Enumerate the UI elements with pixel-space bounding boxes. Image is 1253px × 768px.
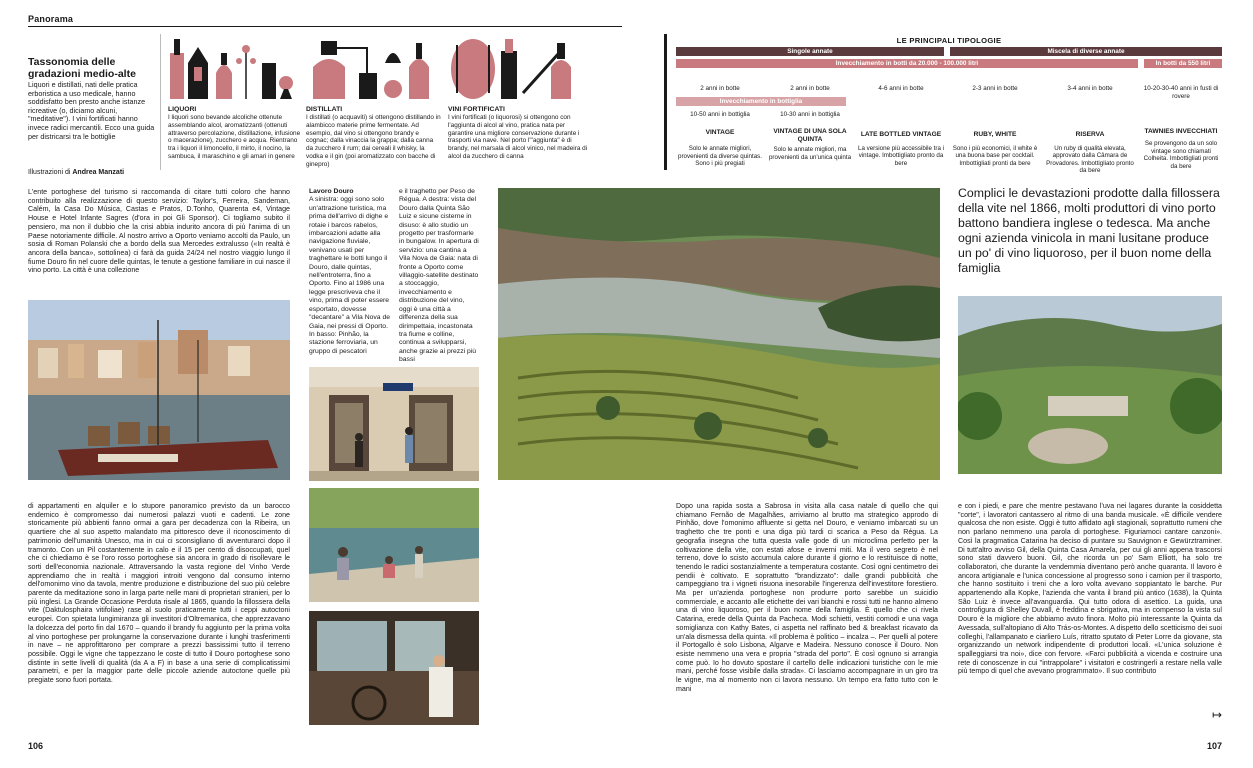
- porto-river-photo: [28, 300, 290, 480]
- intro-title: Tassonomia delle gradazioni medio-alte: [28, 56, 136, 80]
- typology-column-tawny: [1140, 85, 1222, 171]
- typology-desc: La versione più accessibile tra i vintage. Imbottigliato pronto da bere: [858, 144, 944, 167]
- illustration-label: LIQUORI: [168, 106, 197, 113]
- header-rule: [28, 26, 622, 27]
- typology-column-single-quinta: [768, 85, 852, 161]
- typology-desc: Solo le annate migliori, ma provenienti da un'unica quinta: [768, 146, 852, 161]
- article-col3: Dopo una rapida sosta a Sabrosa in visita alla casa natale di quello che qui chiamano Fernão de Magalhães, arriviamo al brutto ma strategico approdo di Pinhão, dove l'omonimo affluente si getta nel Douro, e veniamo imbarcati su un traghetto che tre ponti e una diga più tardi ci scarica a Peso da Régua. La geografia insegna che tutta questa valle gode di un microclima perfetto per la coltivazione della vite, con estati afose e inverni miti. Ma il vero segreto è nel terreno, dove lo scisto accumula calore durante il giorno e lo restituisce di notte, tenendo le radici sostanzialmente a temperatura costante. Così ogni centimetro dei pendii è coltivato. E soprattutto "brandizzato": dalle grandi pubblicità che campeggiano tra i vigneti risuona inesorabile l'ingerenza dell'investitore forestiero. Ma per un'azienda portoghese non produrre porto sarebbe un suicidio commerciale, e accanto alle etichette dei vari bianchi e rossi tutti ne hanno almeno una di vino liquoroso, per il buon nome della famiglia. È quello che ci rivela Catarina, erede della Quinta da Pacheca. Modi schietti, vestiti comodi e una vaga somiglianza con Kathy Bates, ci aspetta nel raffinato bed & breakfast ricavato da un'ala dismessa della quinta. «Il problema è politico – incalza –. Per quelli al potere il Portogallo è solo Lisbona, Algarve e Madeira. Nessuno conosce il Douro. Non esiste nemmeno una vera e propria "strada del porto". È così ognuno si arrangia come può. Io ho dovuto spostare il cartello delle indicazioni turistiche con le mie mani, perché fosse visibile dalla strada». Ci lasciamo accompagnare in un giro tra le vigne, ma al momento non ci lavora nessuno. Un tempo era fatto tutto con le mani: [676, 502, 938, 693]
- cask-time: 2 anni in botte: [790, 85, 830, 92]
- typology-name: VINTAGE: [705, 129, 735, 137]
- douro-valley-photo: [498, 188, 940, 480]
- illustration-vini-fortificati: [448, 106, 588, 176]
- illustration-label: VINI FORTIFICATI: [448, 106, 505, 113]
- cask-time: 2-3 anni in botte: [972, 85, 1018, 92]
- bottle-time: 10-30 anni in bottiglia: [780, 110, 840, 118]
- liquor-bottles-icon: [166, 33, 298, 101]
- divider: [160, 34, 161, 170]
- band-bottle-aging: Invecchiamento in bottiglia: [676, 97, 846, 106]
- article-col1-bottom: di appartamenti en alquiler e lo stupore panoramico previsto da un barocco endemico è compromesso dai numerosi palazzi vuoti e cadenti. Le zone storicamente più abbienti fanno ormai a gara per decadenza con la Ribeira, un quartiere che al suo aspetto malandato ma pittoresco deve il riconoscimento di patrimonio dell'umanità Unesco, ma in cui ci sconsigliano di avventurarci dopo il tramonto. Con un Pil costantemente in calo e il 15 per cento di disoccupati, quel che ci chiediamo è se l'oro rosso portoghese sia ancora in grado di risollevare le sorti dell'economia nazionale. Attraversando la vasta regione del Vinho Verde apprendiamo che in realtà i maggiori introiti vengono dal consumo interno dell'omonimo vino da tavola, mentre produzione e distribuzione del suo più celebre parente da meditazione sono in larga parte nelle mani di proprietari stranieri, per lo più inglesi. La Grande Occasione Perduta risale al 1865, quando la fillossera della vite (Daktulosphaira vitifoliae) rase al suolo praticamente tutti i ceppi autoctoni europei. Con spietata lungimiranza gli investitori d'Oltremanica, che apprezzavano la dolcezza del porto fin dal 1670 – quando il brandy fu aggiunto per la prima volta al vino portoghese per prolungarne la conservazione durante i lunghi trasferimenti in nave – ne approfittarono per comprare a prezzi bassissimi tutto il terreno possibile. Oggi le vigne che tappezzano le coste di tutto il Douro portoghese sono distinte in sette livelli di qualità (da A a F) in base a una serie di complicatissimi parametri, e per la maggior parte delle piccole aziende autoctone quelle più pregiate sono fuori portata.: [28, 502, 290, 685]
- typology-desc: Se provengono da un solo vintage sono chiamati Colheita. Imbottigliati pronti da bere: [1143, 140, 1219, 170]
- caption-text: A sinistra: oggi sono solo un'attrazione turistica, ma prima dell'arrivo di dighe e rotaie i barcos rabelos, imbarcazioni adatte alla navigazione fluviale, venivano usati per traghettare le botti lungo il Douro, dalle quintas, nell'entroterra, fino a Oporto. Fino al 1986 una legge prescriveva che il vino, prima di poter essere esportato, dovesse "decantare" a Vila Nova de Gaia, nei pressi di Oporto. In basso: Pinhão, la stazione ferroviaria, un gruppo di pescatori: [309, 196, 391, 355]
- page-number-right: 107: [1207, 741, 1223, 751]
- illustration-text: I distillati (o acquaviti) si ottengono distillando in alambicco materie prime fermentate. Ad esempio, dal vino si ottengono brandy e cognac; dalla vinaccia la grappa; dalla canna da zucchero il rum; dai cereali il whisky, la vodka e il gin (poi aromatizzato con bacche di ginepro): [306, 114, 441, 168]
- typology-name: LATE BOTTLED VINTAGE: [860, 130, 942, 138]
- bottle-time: 10-50 anni in bottiglia: [690, 110, 750, 118]
- intro-body: Liquori e distillati, nati delle pratica erboristica a uso medicale, hanno soddisfatto ben presto anche istanze ricreative (o, diciamo alcuni, "meditative"). I vini fortificati hanno invece radici mercantili. Ecco una guida per districarsi tra le bottiglie: [28, 81, 155, 141]
- pull-quote: Complici le devastazioni prodotte dalla fillossera della vite nel 1866, molti produttori di vino porto battono bandiera inglese o tedesca. Ma anche ogni azienda vinicola in mani lusitane produce un po' di vino liquoroso, per il buon nome della famiglia: [958, 186, 1220, 275]
- page-number-left: 106: [28, 741, 44, 751]
- typology-column-lbv: [858, 85, 944, 167]
- cask-time: 3-4 anni in botte: [1067, 85, 1113, 92]
- illustration-label: DISTILLATI: [306, 106, 343, 113]
- typology-name: VINTAGE DI UNA SOLA QUINTA: [773, 128, 847, 144]
- station-photo: [309, 367, 479, 481]
- typology-name: TAWNIES INVECCHIATI: [1144, 128, 1218, 136]
- caption-b: e il traghetto per Peso de Régua. A destra: vista del Douro dalla Quinta São Luiz e sicune cisterne in disuso: è allo studio un progetto per trasformarle in bungalow. In apertura di servizio: una cantina a Vila Nova de Gaia: nata di fronte a Oporto come villaggio-satellite destinato a stoccaggio, invecchiamento e distribuzione del vino, oggi è una città a differenza della sua dirimpettaia, incastonata tra fiume e colline, continua a svilupparsi, anche grazie ai prezzi più bassi: [399, 188, 479, 364]
- typology-column-ruby: [950, 85, 1040, 167]
- fishermen-photo: [309, 488, 479, 602]
- cask-time: 2 anni in botte: [700, 85, 740, 92]
- illustration-text: I vini fortificati (o liquorosi) si ottengono con l'aggiunta di alcol al vino, pratica nata per garantire una migliore conservazione durante i trasporti via nave. Nel porto l'"aggiunta" è di brandy, nel marsala di alcol vinico, nel madeira di alcol da zucchero di canna: [448, 114, 588, 160]
- typologies-infographic: [676, 36, 1222, 185]
- caption-title: Lavoro Douro: [309, 188, 354, 195]
- wine-barrel-icon: [447, 33, 583, 101]
- infographic-divider: [664, 34, 667, 170]
- article-col4: e con i piedi, e pare che mentre pestavano l'uva nei lagares durante la cosiddetta "corte", i lavoratori cantassero al ritmo di una banda musicale. «È difficile vendere qualcosa che non esiste. Oggi è tutto affidato agli stagionali, soprattutto rumeni che non parlano nemmeno una parola di portoghese. Figuriamoci cantare canzoni». Così la pragmatica Catarina ha deciso di puntare su Sauvignon e Gewürztraminer. Di tutt'altro avviso Gil, della Quinta Casa Amarela, per cui gli anni appena trascorsi sono stati davvero buoni. Gil, che ricorda un po' Sam Elliott, ha solo tre collaboratori, che durante la vendemmia diventano però anche quaranta. Il lavoro è ancora artigianale e l'unica concessione al progresso sono i camion per il trasporto, che hanno sostituito i treni che a loro volta avevano soppiantato le barche. Pur appartenendo alla Kopke, l'azienda che vanta il brand più antico (1638), la Quinta São Luiz è invece all'avanguardia. Qui tutto odora di asettico. La guida, una controfigura di Shelley Duvall, è freddina e sbrigativa, ma in compenso la vista sul Douro è la migliore che abbiamo avuto finora. Molto più interessante la Quinta da Avessada, sull'altopiano di Alto Trás-os-Montes. A dispetto dello scetticismo dei suoi colleghi, l'allampanato e ciarliero Luís, ritratto sputato di Peter Lorre da giovane, sta organizzando un network indipendente di produttori locali. «L'unica soluzione è spalleggiarsi tra noi», dice con fervore. «Farci pubblicità a vicenda e costruire una rete di conoscenze in cui "intrappolare" i visitatori e costringerli a restare nella valle più tempo di quel che avevano programmato». Il suo contributo: [958, 502, 1222, 676]
- cask-time: 10-20-30-40 anni in fusti di rovere: [1143, 85, 1219, 100]
- caption-a: [309, 188, 394, 366]
- section-label: Panorama: [28, 14, 74, 24]
- typology-column-vintage: [676, 85, 764, 168]
- ferry-photo: [309, 611, 479, 725]
- band-single-vintages: Singole annate: [676, 47, 944, 56]
- typology-desc: Solo le annate migliori, provenienti da diverse quintas. Sono i più pregiati: [678, 145, 762, 168]
- quinta-sao-luiz-photo: [958, 296, 1222, 474]
- band-large-barrels: Invecchiamento in botti da 20.000 - 100.000 litri: [676, 59, 1138, 68]
- illustrator-credit: Illustrazioni di Andrea Manzati: [28, 169, 125, 176]
- typology-name: RUBY, WHITE: [973, 130, 1017, 138]
- cask-time: 4-6 anni in botte: [878, 85, 924, 92]
- typology-name: RISERVA: [1075, 130, 1105, 138]
- typology-desc: Sono i più economici, il white è una buona base per cocktail. Imbottigliati pronti da bere: [952, 144, 1038, 167]
- band-blend: Miscela di diverse annate: [950, 47, 1222, 56]
- illustration-text: I liquori sono bevande alcoliche ottenute assemblando alcol, aromatizzanti (ottenuti attraverso percolazione, distillazione, infusione o macerazione), zucchero e acqua. Rientrano tra i liquori il limoncello, il mirto, il nocino, la sambuca, il maraschino e gli amari in genere: [168, 114, 301, 160]
- band-small-barrels: In botti da 550 litri: [1144, 59, 1222, 68]
- continue-arrow-icon: ↦: [1212, 708, 1223, 722]
- typology-column-riserva: [1046, 85, 1134, 175]
- infographic-title: LE PRINCIPALI TIPOLOGIE: [896, 36, 1002, 45]
- illustration-distillati: [306, 106, 442, 176]
- intro-box: [28, 57, 156, 176]
- illustration-liquori: [168, 106, 303, 176]
- article-col1-top: L'ente portoghese del turismo si raccomanda di citare tutti coloro che hanno contribuito alla realizzazione di questo servizio: Taylor's, Ferreira, Sandeman, Calém, la Casa Do Música, Castas e Pratos, D.Tonho, Quarenta e4, Vintage House e Hotel Infante Sagres (d'ora in poi Gli Sponsor). Ci togliamo subito il pensiero, ma non il dubbio che la crisi abbia indurito ancora di più l'anima di un Paese notoriamente difficile. Al nostro arrivo a Oporto veniamo accolti da Paulo, un sosia di Roman Polanski che a bordo della sua Mercedes extralusso («In realtà è ancora della banca», sottolinea) ci farà da guida 24/24 nel nostro viaggio lungo il fiume Douro fin nel cuore delle quintas, le tenute a gestione familiare in cui nasce il vino porto. La città è una collezione: [28, 188, 290, 275]
- typology-desc: Un ruby di qualità elevata, approvato dalla Câmara de Provadores. Imbottigliato pronto da bere: [1046, 144, 1134, 175]
- distiller-still-icon: [305, 33, 441, 101]
